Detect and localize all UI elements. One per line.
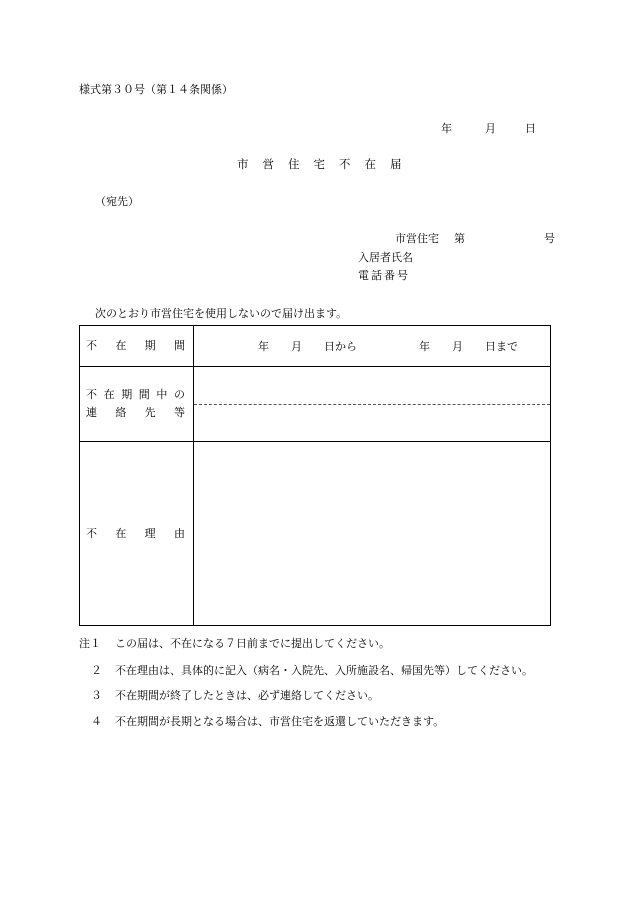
period-label: 不在期間: [80, 326, 194, 367]
note-4-text: 不在期間が長期となる場合は、市営住宅を返還していただきます。: [115, 715, 445, 728]
date-day-label: 日: [525, 122, 536, 135]
note-4: [91, 713, 444, 729]
note-1: [79, 635, 390, 651]
addressee: （宛先）: [95, 195, 139, 208]
period-value-cell[interactable]: [194, 326, 551, 367]
form-number: 様式第３０号（第１４条関係）: [79, 83, 233, 96]
resident-name-label: 入居者氏名: [358, 251, 413, 264]
note-1-text: この届は、不在になる７日前までに提出してください。: [115, 637, 390, 650]
reason-label: 不在理由: [80, 442, 194, 626]
contact-label: [80, 367, 194, 442]
date-line: [441, 120, 536, 136]
note-1-number: 注１: [79, 637, 101, 650]
date-year-label: 年: [441, 122, 452, 135]
date-month-label: 月: [485, 122, 496, 135]
housing-number-line: [395, 230, 555, 246]
absence-form-table: [79, 325, 551, 626]
intro-text: 次のとおり市営住宅を使用しないので届け出ます。: [95, 307, 348, 320]
reason-row: [80, 442, 551, 626]
document-title: 市営住宅不在届: [237, 157, 416, 171]
reason-value-cell[interactable]: [194, 442, 551, 626]
note-3-text: 不在期間が終了したときは、必ず連絡してください。: [115, 689, 379, 702]
contact-label-line-1: 不在期間中の: [86, 388, 185, 401]
period-to-text: 年 月 日まで: [419, 340, 518, 353]
note-2-text: 不在理由は、具体的に記入（病名・入院先、入所施設名、帰国先等）してください。: [115, 664, 533, 677]
note-3: [91, 687, 379, 703]
phone-number-label: 電話番号: [358, 269, 410, 282]
housing-label: 市営住宅: [395, 232, 439, 245]
note-2: [91, 662, 533, 678]
contact-divider: [194, 404, 550, 405]
contact-value-cell[interactable]: [194, 367, 551, 442]
housing-number-prefix: 第: [454, 232, 465, 245]
note-4-number: ４: [91, 715, 102, 728]
contact-label-line-2: 連絡先等: [86, 406, 185, 419]
note-3-number: ３: [91, 689, 102, 702]
period-row: [80, 326, 551, 367]
housing-number-suffix: 号: [544, 232, 555, 245]
period-from-text: 年 月 日から: [258, 340, 357, 353]
note-2-number: ２: [91, 664, 102, 677]
contact-row: [80, 367, 551, 442]
